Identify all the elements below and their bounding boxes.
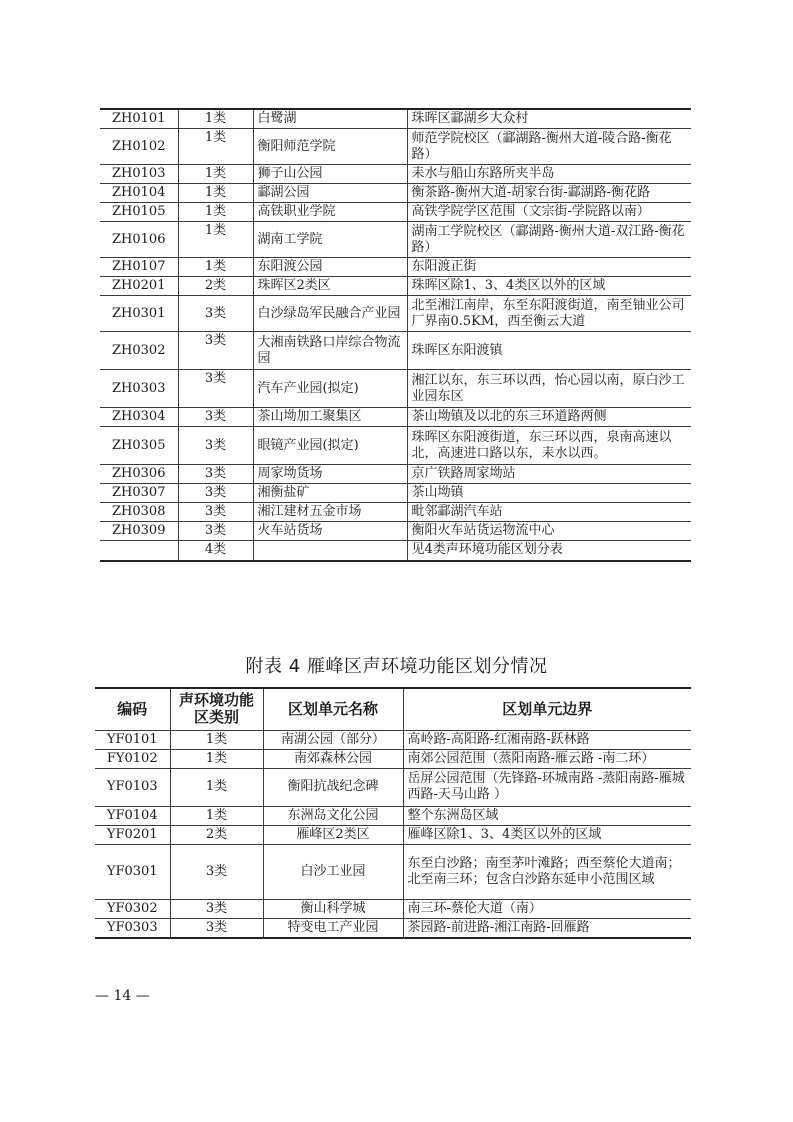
row-category: 3类 [178,296,253,332]
row-code: ZH0107 [100,258,178,277]
row-unit-boundary: 茶山坳镇及以北的东三环道路两侧 [407,408,691,427]
row-code: ZH0303 [100,370,178,408]
row-unit-boundary: 珠晖区东阳渡镇 [407,332,691,370]
table-row [100,427,691,465]
row-unit-name: 南郊森林公园 [263,749,403,768]
row-code: YF0201 [95,825,170,844]
table-title: 附表 4 雁峰区声环境功能区划分情况 [245,656,548,677]
row-code: ZH0306 [100,465,178,484]
table-row [100,408,691,427]
row-category: 3类 [178,503,253,522]
row-unit-boundary: 珠晖区东阳渡街道，东三环以西，泉南高速以北，高速进口路以东，耒水以西。 [407,427,691,465]
row-category: 3类 [178,484,253,503]
row-code: ZH0307 [100,484,178,503]
row-category: 2类 [170,825,263,844]
row-code: ZH0304 [100,408,178,427]
row-code: YF0301 [95,844,170,899]
row-unit-name: 衡山科学城 [263,899,403,918]
row-unit-name: 狮子山公园 [253,165,407,184]
table-row [100,203,691,222]
row-code: YF0103 [95,768,170,806]
row-unit-boundary: 衡阳火车站货运物流中心 [407,522,691,541]
table-row [100,503,691,522]
table-row [100,296,691,332]
row-code: FY0102 [95,749,170,768]
zhuhui-zoning-table-continued [100,108,691,562]
row-unit-name: 汽车产业园(拟定) [253,370,407,408]
row-unit-boundary: 南郊公园范围（蒸阳南路-雁云路 -南二环） [403,749,691,768]
table-row [95,806,691,825]
row-category: 1类 [178,222,253,258]
row-code: YF0303 [95,918,170,938]
page-number: — 14 — [95,988,150,1004]
header-code: 编码 [95,688,170,730]
row-unit-boundary: 茶山坳镇 [407,484,691,503]
row-unit-name: 大湘南铁路口岸综合物流园 [253,332,407,370]
table-row [100,370,691,408]
header-row [95,688,691,730]
row-unit-boundary: 京广铁路周家坳站 [407,465,691,484]
row-code: ZH0309 [100,522,178,541]
table-row [95,730,691,749]
table-row [100,258,691,277]
row-unit-name: 特变电工产业园 [263,918,403,938]
table-row [100,129,691,165]
table-row [100,222,691,258]
row-unit-name: 湘衡盐矿 [253,484,407,503]
row-code: ZH0106 [100,222,178,258]
row-category: 4类 [178,541,253,561]
row-unit-boundary: 东至白沙路；南至茅叶滩路；西至蔡伦大道南；北至南三环；包含白沙路东延申小范围区域 [403,844,691,899]
row-code: YF0302 [95,899,170,918]
row-unit-boundary: 岳屏公园范围（先锋路-环城南路 -蒸阳南路-雁城西路-天马山路 ） [403,768,691,806]
row-category: 3类 [178,332,253,370]
row-unit-name: 高铁职业学院 [253,203,407,222]
row-unit-name [253,541,407,561]
row-category: 1类 [178,165,253,184]
row-category: 3类 [178,465,253,484]
table-row [95,918,691,938]
row-unit-boundary: 高岭路-高阳路-红湘南路-跃林路 [403,730,691,749]
row-code: ZH0101 [100,109,178,129]
row-unit-boundary: 见4类声环境功能区划分表 [407,541,691,561]
table-row [100,165,691,184]
row-category: 3类 [178,370,253,408]
row-category: 1类 [170,768,263,806]
row-unit-name: 衡阳抗战纪念碑 [263,768,403,806]
row-unit-name: 白沙绿岛军民融合产业园 [253,296,407,332]
yanfeng-zoning-table [95,687,691,939]
row-category: 2类 [178,277,253,296]
row-code: ZH0105 [100,203,178,222]
row-unit-name: 衡阳师范学院 [253,129,407,165]
row-code: ZH0305 [100,427,178,465]
row-unit-boundary: 衡茶路-衡州大道-胡家台街-酃湖路-衡花路 [407,184,691,203]
table-row [100,541,691,561]
row-category: 1类 [178,184,253,203]
row-unit-boundary: 东阳渡正街 [407,258,691,277]
table-row [95,825,691,844]
row-unit-boundary: 毗邻酃湖汽车站 [407,503,691,522]
row-category: 1类 [178,109,253,129]
row-code: YF0104 [95,806,170,825]
row-category: 3类 [178,427,253,465]
row-unit-boundary: 南三环-蔡伦大道（南） [403,899,691,918]
row-code: ZH0302 [100,332,178,370]
row-unit-name: 酃湖公园 [253,184,407,203]
row-code: ZH0103 [100,165,178,184]
row-unit-boundary: 整个东洲岛区域 [403,806,691,825]
row-unit-name: 白鹭湖 [253,109,407,129]
row-code: YF0101 [95,730,170,749]
row-category: 1类 [170,806,263,825]
row-unit-boundary: 茶园路-前进路-湘江南路-回雁路 [403,918,691,938]
table-row [100,465,691,484]
table-row [95,749,691,768]
table-row [100,522,691,541]
table-row [95,844,691,899]
row-unit-name: 湘江建材五金市场 [253,503,407,522]
row-unit-boundary: 耒水与船山东路所夹半岛 [407,165,691,184]
row-code [100,541,178,561]
row-code: ZH0102 [100,129,178,165]
row-code: ZH0301 [100,296,178,332]
row-category: 1类 [178,129,253,165]
header-unit-boundary: 区划单元边界 [403,688,691,730]
header-unit-name: 区划单元名称 [263,688,403,730]
row-unit-boundary: 雁峰区除1、3、4类区以外的区域 [403,825,691,844]
row-unit-boundary: 湘江以东，东三环以西，怡心园以南，原白沙工业园东区 [407,370,691,408]
row-unit-boundary: 北至湘江南岸，东至东阳渡街道，南至铀业公司厂界南0.5KM，西至衡云大道 [407,296,691,332]
row-unit-name: 东阳渡公园 [253,258,407,277]
row-category: 1类 [170,730,263,749]
table-row [100,277,691,296]
row-category: 3类 [170,844,263,899]
row-category: 3类 [170,899,263,918]
row-unit-name: 白沙工业园 [263,844,403,899]
row-unit-boundary: 湖南工学院校区（酃湖路-衡州大道-双江路-衡花路） [407,222,691,258]
row-unit-name: 火车站货场 [253,522,407,541]
row-category: 3类 [178,408,253,427]
table-row [95,768,691,806]
row-unit-boundary: 师范学院校区（酃湖路-衡州大道-陵合路-衡花路） [407,129,691,165]
header-category: 声环境功能区类别 [170,688,263,730]
row-code: ZH0201 [100,277,178,296]
table-row [100,484,691,503]
row-unit-boundary: 高铁学院学区范围（文宗街-学院路以南） [407,203,691,222]
table-row [95,899,691,918]
table-row [100,332,691,370]
row-code: ZH0104 [100,184,178,203]
row-unit-name: 雁峰区2类区 [263,825,403,844]
row-code: ZH0308 [100,503,178,522]
row-unit-name: 东洲岛文化公园 [263,806,403,825]
row-category: 1类 [178,203,253,222]
row-unit-name: 珠晖区2类区 [253,277,407,296]
row-category: 1类 [178,258,253,277]
row-unit-boundary: 珠晖区酃湖乡大众村 [407,109,691,129]
row-unit-boundary: 珠晖区除1、3、4类区以外的区域 [407,277,691,296]
row-unit-name: 南湖公园（部分） [263,730,403,749]
row-unit-name: 茶山坳加工聚集区 [253,408,407,427]
row-category: 3类 [170,918,263,938]
row-category: 3类 [178,522,253,541]
row-unit-name: 眼镜产业园(拟定) [253,427,407,465]
table-row [100,109,691,129]
row-category: 1类 [170,749,263,768]
row-unit-name: 周家坳货场 [253,465,407,484]
table-row [100,184,691,203]
row-unit-name: 湖南工学院 [253,222,407,258]
